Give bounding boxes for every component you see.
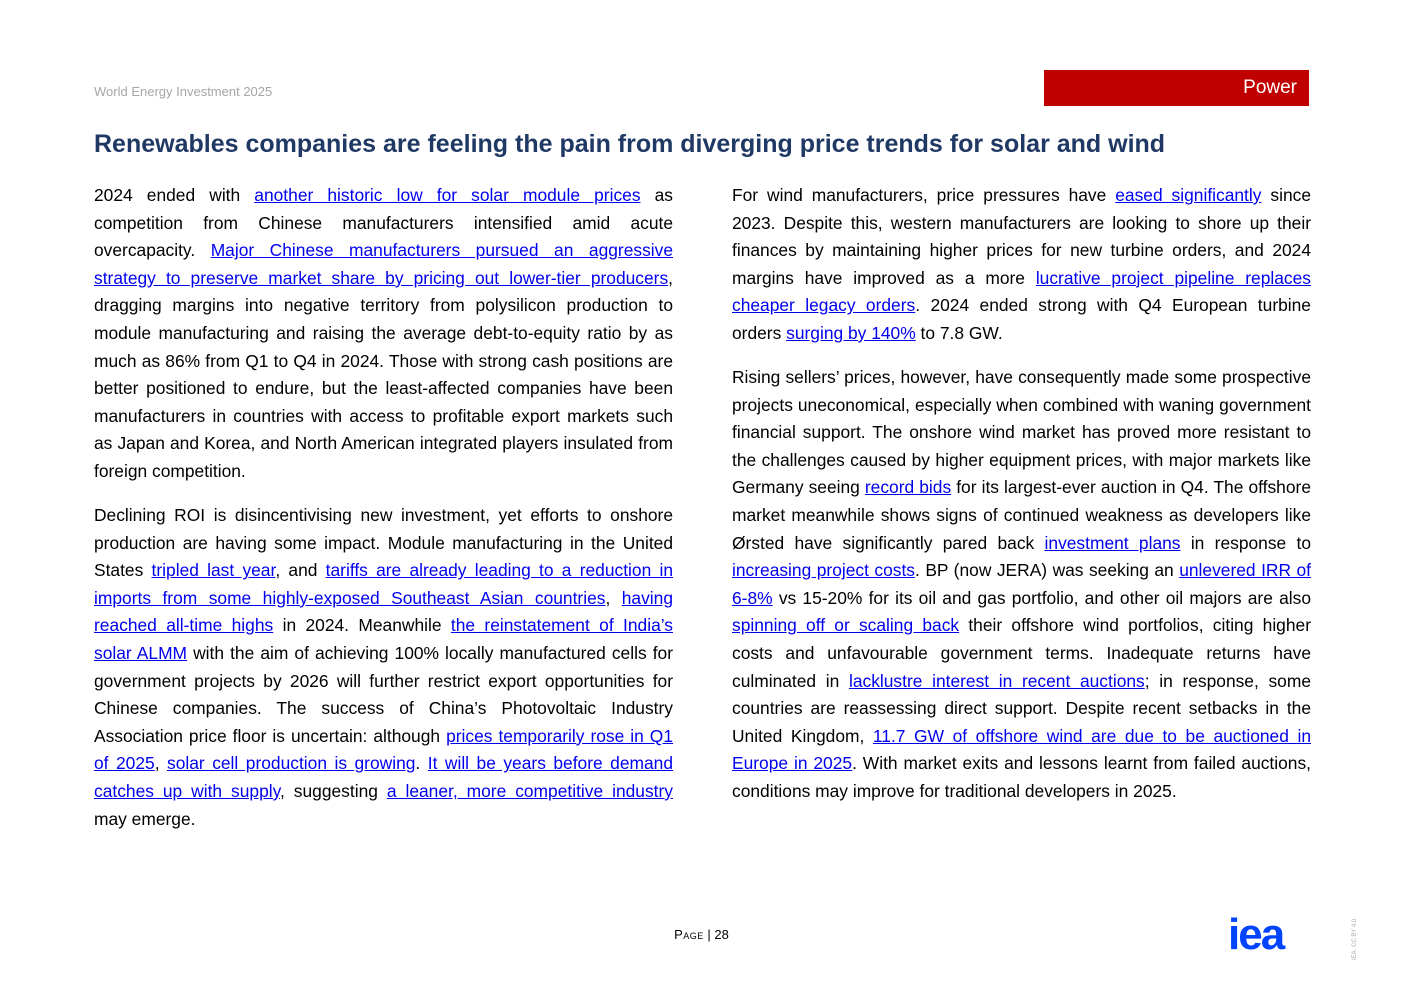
report-title: World Energy Investment 2025 — [94, 84, 273, 99]
link-cell-production-growing[interactable]: solar cell production is growing — [167, 753, 416, 774]
text: Rising sellers’ prices, however, have consequently made some prospective projects uneconomical, especially when combined with waning government financial support. The onshore wind market has proved more resistant to the challenges caused by higher equipment prices, with major markets like Germany seeing — [732, 367, 1311, 498]
text: in response to — [1180, 532, 1312, 553]
link-india-almm[interactable]: the reinstatement of India’s solar ALMM — [94, 615, 673, 663]
paragraph — [732, 364, 1311, 806]
text: , suggesting — [280, 780, 387, 801]
page-number-value: 28 — [714, 927, 729, 942]
section-tab: Power — [1044, 70, 1309, 106]
text: vs 15-20% for its oil and gas portfolio, and other oil majors are also — [772, 587, 1311, 608]
text: , and — [275, 560, 326, 581]
text: their offshore wind portfolios, citing higher costs and unfavourable government terms. Inadequate returns have culminated in — [732, 615, 1311, 691]
link-spinning-off[interactable]: spinning off or scaling back — [732, 615, 960, 636]
license-text: IEA. CC BY 4.0. — [1352, 917, 1358, 960]
link-project-pipeline[interactable]: lucrative project pipeline replaces cheaper legacy orders — [732, 267, 1311, 316]
link-solar-module-prices[interactable]: another historic low for solar module prices — [254, 185, 641, 205]
text: for its largest-ever auction in Q4. The offshore market meanwhile shows signs of continued weakness as developers like Ørsted have significantly pared back — [732, 477, 1311, 553]
link-surging-140[interactable]: surging by 140% — [786, 322, 916, 343]
link-project-costs[interactable]: increasing project costs — [732, 560, 916, 581]
link-unlevered-irr[interactable]: unlevered IRR of 6-8% — [732, 560, 1312, 608]
text: , — [605, 587, 622, 608]
text: as competition from Chinese manufacturers intensified amid acute overcapacity. — [94, 185, 673, 261]
text: with the aim of achieving 100% locally manufactured cells for government projects by 2026 will further restrict export opportunities for Chinese companies. The success of China’s Photovoltaic Industry Association price floor is uncertain: although — [94, 643, 673, 746]
text: For wind manufacturers, price pressures have — [732, 185, 1116, 205]
text: ; in response, some countries are reassessing direct support. Despite recent setbacks in the United Kingdom, — [732, 670, 1312, 746]
text: may emerge. — [94, 808, 196, 829]
link-tripled-last-year[interactable]: tripled last year — [151, 560, 276, 581]
link-record-bids[interactable]: record bids — [864, 477, 952, 498]
text: 2024 ended with — [94, 185, 255, 205]
page-number — [0, 927, 1403, 942]
logo-text: iea — [1228, 916, 1284, 954]
text: since 2023. Despite this, western manufacturers are looking to shore up their finances by maintaining higher prices for new turbine orders, and 2024 margins have improved as a more — [732, 185, 1311, 288]
text: , — [154, 753, 168, 774]
paragraph — [94, 502, 673, 833]
link-leaner-industry[interactable]: a leaner, more competitive industry — [386, 780, 673, 801]
text: Declining ROI is disincentivising new investment, yet efforts to onshore production are having some impact. Module manufacturing in the United States — [94, 505, 673, 581]
text: , dragging margins into negative territory from polysilicon production to module manufacturing and raising the average debt-to-equity ratio by as much as 86% from Q1 to Q4 in 2024. Those with strong cash positions are better positioned to endure, but the least-affected companies have been manufacturers in countries with access to profitable export markets such as Japan and Korea, and North American integrated players insulated from foreign competition. — [94, 267, 673, 481]
page-word: Page — [674, 927, 704, 942]
text: in 2024. Meanwhile — [273, 615, 451, 636]
text: . With market exits and lessons learnt from failed auctions, conditions may improve for traditional developers in 2025. — [732, 753, 1311, 801]
link-demand-catches-up[interactable]: It will be years before demand catches up with supply — [94, 753, 674, 801]
link-all-time-highs[interactable]: having reached all-time highs — [94, 587, 673, 636]
iea-logo — [1228, 916, 1310, 954]
right-column — [732, 182, 1311, 822]
page-title: Renewables companies are feeling the pain from diverging price trends for solar and wind — [94, 130, 1166, 158]
left-column — [94, 182, 673, 850]
text: to 7.8 GW. — [915, 322, 1003, 343]
link-eased-significantly[interactable]: eased significantly — [1115, 185, 1262, 205]
link-lacklustre-auctions[interactable]: lacklustre interest in recent auctions — [848, 670, 1145, 691]
page-separator: | — [703, 927, 715, 942]
paragraph — [94, 182, 673, 486]
link-prices-rose-q1[interactable]: prices temporarily rose in Q1 of 2025 — [94, 725, 673, 774]
paragraph — [732, 182, 1311, 348]
text: . BP (now JERA) was seeking an — [915, 560, 1180, 581]
link-offshore-wind-auctioned[interactable]: 11.7 GW of offshore wind are due to be auctioned in Europe in 2025 — [732, 725, 1312, 774]
link-investment-plans[interactable]: investment plans — [1044, 532, 1181, 553]
text: . — [415, 753, 428, 774]
link-chinese-manufacturers-strategy[interactable]: Major Chinese manufacturers pursued an aggressive strategy to preserve market share by pricing out lower-tier producers — [94, 240, 673, 288]
link-tariffs-imports[interactable]: tariffs are already leading to a reduction in imports from some highly-exposed Southeast Asian countries — [94, 560, 674, 608]
text: . 2024 ended strong with Q4 European turbine orders — [732, 295, 1311, 343]
